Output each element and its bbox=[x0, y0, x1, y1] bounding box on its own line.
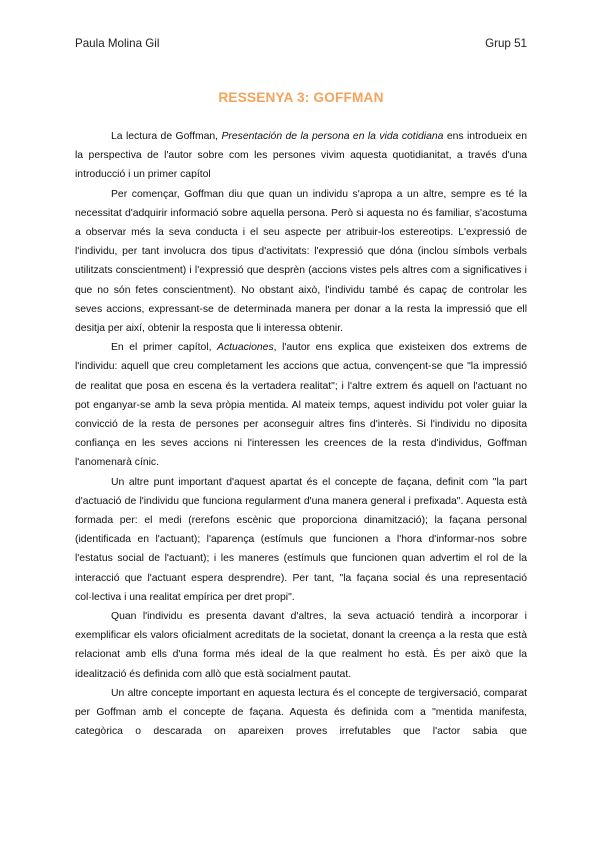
book-title-italic: Presentación de la persona en la vida cotidiana bbox=[221, 131, 444, 142]
paragraph-intro-post: ens introdueix en la perspectiva de l'autor sobre com les persones vivim aquesta quotidianitat, a través d'una introducció i un primer capítol bbox=[75, 131, 527, 181]
chapter-title-italic: Actuaciones bbox=[217, 342, 274, 354]
paragraph-intro-pre: La lectura de Goffman, bbox=[111, 131, 222, 142]
paragraph-idealization: Quan l'individu es presenta davant d'altres, la seva actuació tendirà a incorporar i exemplificar els valors oficialment acreditats de la societat, donant la creença a la resta que està relacionat amb ells d'una forma més ideal de la que realment ho està. És per això que la idealització és definida com allò que està socialment pautat. bbox=[75, 611, 527, 680]
paragraph-chapter-one bbox=[75, 338, 527, 472]
paragraph-expression: Per començar, Goffman diu que quan un individu s'apropa a un altre, sempre es té la necessitat d'adquirir informació sobre aquella persona. Però si aquesta no és familiar, s'acostuma a observar més la seva conducta i el seu aspecte per atribuir-los estereotips. L'expressió de l'individu, per tant involucra dos tipus d'activitats: l'expressió que dóna (inclou símbols verbals utilitzats conscientment) i l'expressió que desprèn (accions vistes pels altres com a significatives i que no són fetes conscientment). No obstant això, l'individu també és capaç de controlar les seves accions, expressant-se de determinada manera per donar a la resta la impressió que ell desitja per així, obtenir la resposta que li interessa obtenir. bbox=[75, 188, 527, 335]
header-author: Paula Molina Gil bbox=[75, 37, 160, 50]
document-body bbox=[75, 127, 527, 742]
paragraph-intro bbox=[75, 127, 527, 185]
header-group: Grup 51 bbox=[485, 37, 527, 50]
document-title: RESSENYA 3: GOFFMAN bbox=[218, 90, 384, 105]
paragraph-misrepresentation: Un altre concepte important en aquesta lectura és el concepte de tergiversació, comparat per Goffman amb el concepte de façana. Aquesta és definida com a "mentida manifesta, categòrica o descarada on apareixen proves irrefutables que l'actor sabia que bbox=[75, 687, 527, 738]
paragraph-chapter-one-pre: En el primer capítol, bbox=[111, 342, 218, 354]
paragraph-facade: Un altre punt important d'aquest apartat és el concepte de façana, definit com "la part d'actuació de l'individu que funciona regularment d'una manera general i prefixada". Aquesta està formada per: el medi (rerefons escènic que proporciona dinamització); la façana personal (identificada en l'actuant); l'aparença (estímuls que funcionen a l'hora d'informar-nos sobre l'estatus social de l'actuant); i les maneres (estímuls que funcionen quan advertim el rol de la interacció que l'actuant espera desprendre). Per tant, "la façana social és una representació col·lectiva i una realitat empírica per dret propi". bbox=[75, 476, 527, 603]
paragraph-chapter-one-post: , l'autor ens explica que existeixen dos extrems de l'individu: aquell que creu completament les accions que actua, convençent-se que "la impressió de realitat que posa en escena és la vertadera realitat"; i l'altre extrem és aquell on l'actuant no pot enganyar-se amb la seva pròpia mentida. Al mateix temps, aquest individu pot voler guiar la convicció de la resta de persones per aconseguir altres fins d'interès. Si l'individu no diposita confiança en les seves accions ni l'interessen les creences de la resta d'individus, Goffman l'anomenarà cínic. bbox=[75, 342, 527, 469]
